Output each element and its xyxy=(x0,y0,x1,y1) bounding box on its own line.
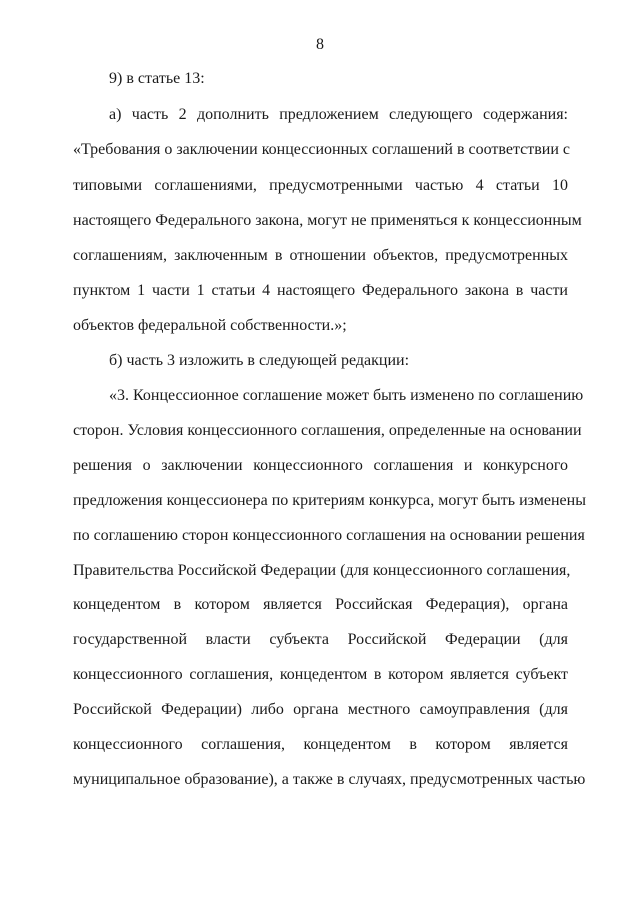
paragraph-line: типовыми соглашениями, предусмотренными частью 4 статьи 10 xyxy=(73,177,568,194)
paragraph-line: решения о заключении концессионного соглашения и конкурсного xyxy=(73,457,568,474)
paragraph-line: предложения концессионера по критериям конкурса, могут быть изменены xyxy=(73,492,586,509)
paragraph-line: объектов федеральной собственности.»; xyxy=(73,317,347,334)
paragraph-line: государственной власти субъекта Российской Федерации (для xyxy=(73,631,568,648)
paragraph-line: муниципальное образование), а также в случаях, предусмотренных частью xyxy=(73,771,586,788)
paragraph-line: «3. Концессионное соглашение может быть изменено по соглашению xyxy=(109,387,584,404)
paragraph-line: сторон. Условия концессионного соглашения, определенные на основании xyxy=(73,422,582,439)
page-number: 8 xyxy=(316,36,324,53)
paragraph-line: пунктом 1 части 1 статьи 4 настоящего Федерального закона в части xyxy=(73,282,568,299)
paragraph-line: «Требования о заключении концессионных соглашений в соответствии с xyxy=(73,141,571,158)
paragraph-line: соглашениям, заключенным в отношении объектов, предусмотренных xyxy=(73,247,568,264)
paragraph-line: по соглашению сторон концессионного соглашения на основании решения xyxy=(73,527,585,544)
paragraph-line: настоящего Федерального закона, могут не применяться к концессионным xyxy=(73,212,582,229)
paragraph-line: Российской Федерации) либо органа местного самоуправления (для xyxy=(73,701,568,718)
paragraph-line: б) часть 3 изложить в следующей редакции: xyxy=(109,352,410,369)
paragraph-line: концедентом в котором является Российская Федерация), органа xyxy=(73,596,568,613)
paragraph-line: а) часть 2 дополнить предложением следующего содержания: xyxy=(109,106,568,123)
paragraph-line: Правительства Российской Федерации (для концессионного соглашения, xyxy=(73,562,571,579)
paragraph-line: 9) в статье 13: xyxy=(109,70,205,87)
paragraph-line: концессионного соглашения, концедентом в котором является субъект xyxy=(73,666,568,683)
paragraph-line: концессионного соглашения, концедентом в котором является xyxy=(73,736,568,753)
